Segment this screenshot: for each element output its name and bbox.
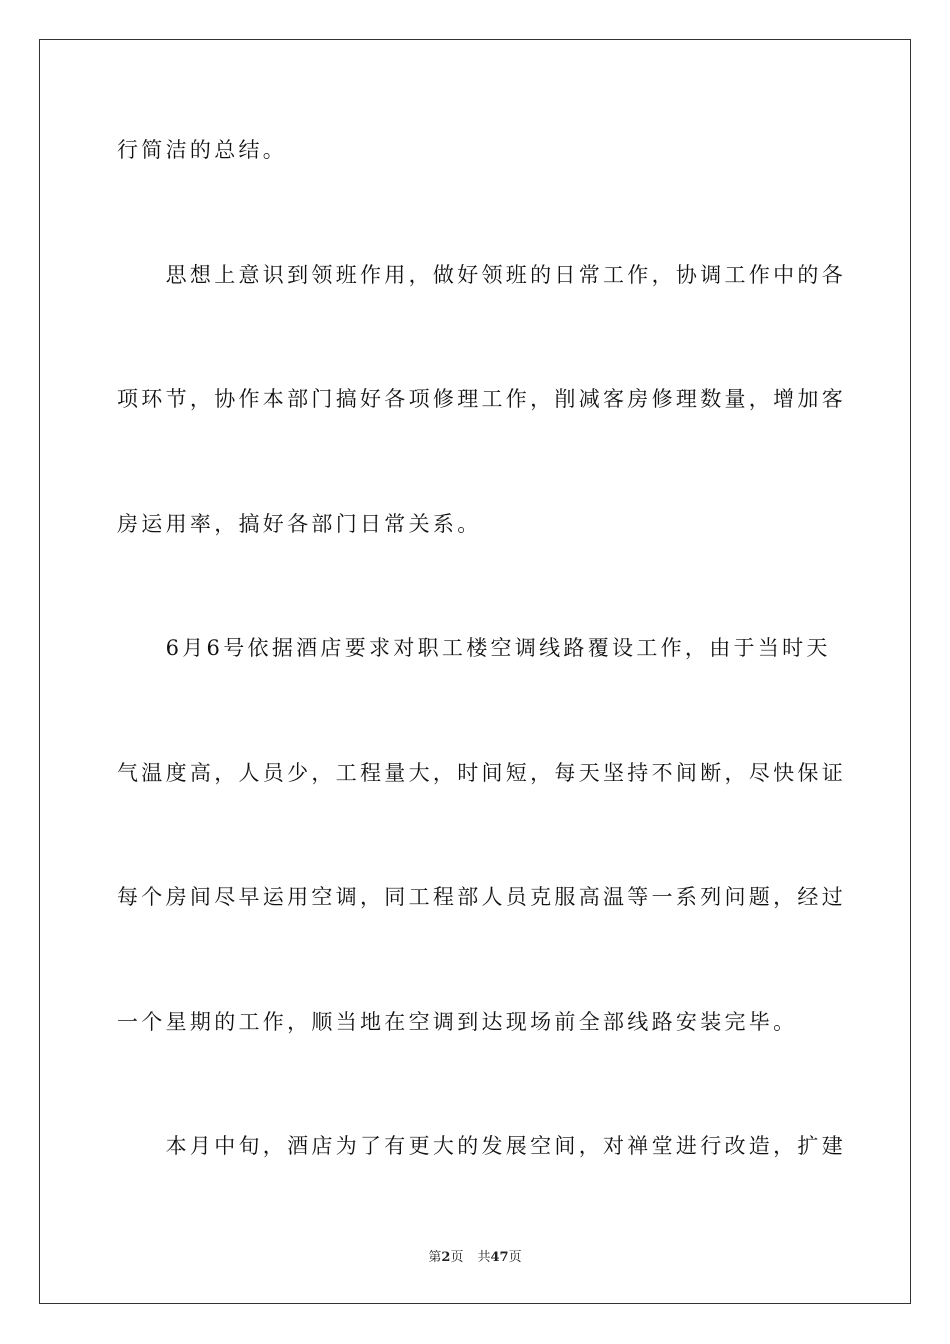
body-text-line-4: 房运用率，搞好各部门日常关系。 bbox=[117, 512, 482, 536]
body-text-line-7: 每个房间尽早运用空调，同工程部人员克服高温等一系列问题，经过 bbox=[117, 885, 846, 909]
footer-total-pages: 47 bbox=[490, 1250, 509, 1265]
footer-total-suffix: 页 bbox=[508, 1250, 522, 1265]
body-text-line-6: 气温度高，人员少，工程量大，时间短，每天坚持不间断，尽快保证 bbox=[117, 761, 846, 785]
page-border bbox=[39, 39, 911, 1304]
footer-total-prefix: 共 bbox=[477, 1250, 491, 1265]
body-text-line-5: 6月6号依据酒店要求对职工楼空调线路覆设工作，由于当时天 bbox=[117, 636, 831, 660]
footer-page-prefix: 第 bbox=[428, 1250, 442, 1265]
body-text-line-3: 项环节，协作本部门搞好各项修理工作，削减客房修理数量，增加客 bbox=[117, 387, 846, 411]
body-text-line-1: 行简洁的总结。 bbox=[117, 138, 288, 162]
footer-page-number: 2 bbox=[441, 1250, 451, 1265]
body-text-line-9: 本月中旬，酒店为了有更大的发展空间，对禅堂进行改造，扩建 bbox=[117, 1134, 846, 1158]
body-text-line-2: 思想上意识到领班作用，做好领班的日常工作，协调工作中的各 bbox=[117, 263, 846, 287]
page-footer bbox=[0, 1246, 950, 1265]
footer-page-suffix: 页 bbox=[450, 1250, 464, 1265]
body-text-line-8: 一个星期的工作，顺当地在空调到达现场前全部线路安装完毕。 bbox=[117, 1010, 798, 1034]
